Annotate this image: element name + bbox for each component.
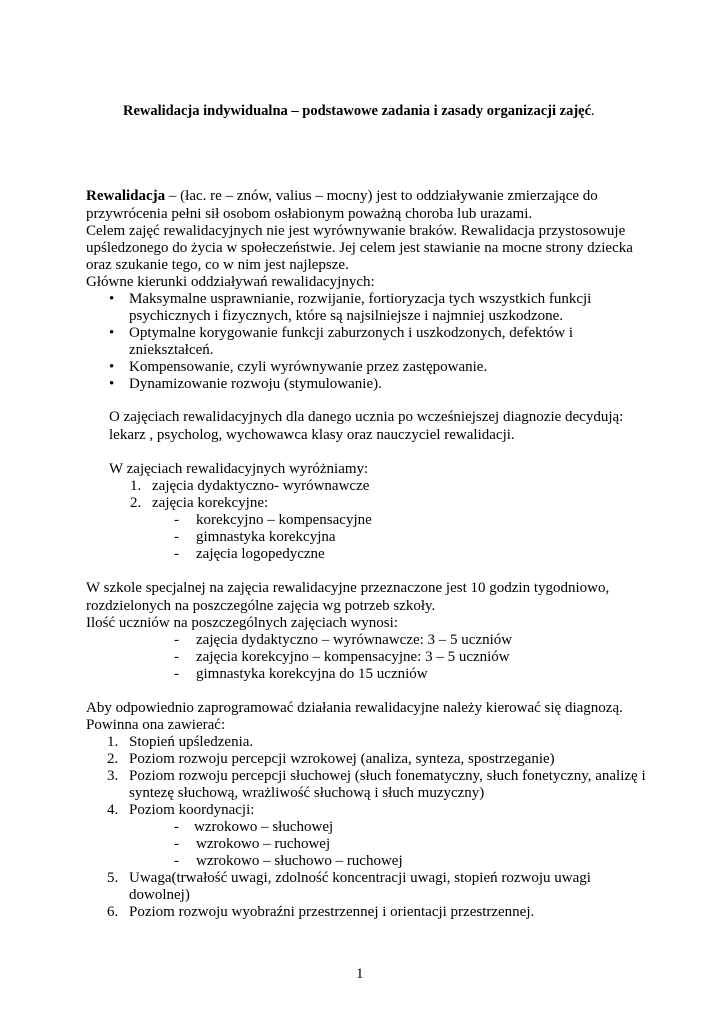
- text-line: W zajęciach rewalidacyjnych wyróżniamy:: [109, 461, 369, 477]
- dash-icon: -: [174, 836, 179, 852]
- bullet-item: Dynamizowanie rozwoju (stymulowanie).: [129, 376, 382, 392]
- list-item: Poziom rozwoju percepcji słuchowej (słuch fonematyczny, słuch fonetyczny, analizę i: [129, 768, 646, 784]
- dash-icon: -: [174, 529, 179, 545]
- list-item: Poziom rozwoju wyobraźni przestrzennej i orientacji przestrzennej.: [129, 904, 535, 920]
- dash-icon: -: [174, 853, 179, 869]
- list-item: Poziom koordynacji:: [129, 802, 255, 818]
- dash-item: korekcyjno – kompensacyjne: [196, 512, 372, 528]
- dash-item: zajęcia dydaktyczno – wyrównawcze: 3 – 5 uczniów: [196, 632, 513, 648]
- bullet-item-cont: zniekształceń.: [129, 342, 214, 358]
- page-number: 1: [356, 966, 364, 982]
- list-item: Uwaga(trwałość uwagi, zdolność koncentracji uwagi, stopień rozwoju uwagi: [129, 870, 591, 886]
- bullet-item: Maksymalne usprawnianie, rozwijanie, fortioryzacja tych wszystkich funkcji: [129, 291, 592, 307]
- definition-term: Rewalidacja: [86, 188, 166, 204]
- dash-item: wzrokowo – ruchowej: [196, 836, 331, 852]
- bullet-icon: •: [109, 291, 115, 307]
- list-number: 5.: [107, 870, 119, 886]
- text-line: rozdzielonych na poszczególne zajęcia wg potrzeb szkoły.: [86, 598, 436, 614]
- page-title: Rewalidacja indywidualna – podstawowe zadania i zasady organizacji zajęć.: [123, 103, 595, 119]
- text-line: lekarz , psycholog, wychowawca klasy oraz nauczyciel rewalidacji.: [109, 427, 515, 443]
- text-line: W szkole specjalnej na zajęcia rewalidacyjne przeznaczone jest 10 godzin tygodniowo,: [86, 580, 610, 596]
- text-line: upśledzonego do życia w społeczeństwie. Jej celem jest stawianie na mocne strony dziecka: [86, 240, 633, 256]
- list-item: zajęcia dydaktyczno- wyrównawcze: [152, 478, 370, 494]
- dash-icon: -: [174, 512, 179, 528]
- text-line: Główne kierunki oddziaływań rewalidacyjnych:: [86, 274, 375, 290]
- list-item: zajęcia korekcyjne:: [152, 495, 269, 511]
- bullet-item: Optymalne korygowanie funkcji zaburzonych i uszkodzonych, defektów i: [129, 325, 574, 341]
- list-number: 1.: [107, 734, 119, 750]
- dash-item: wzrokowo – słuchowej: [194, 819, 334, 835]
- dash-item: zajęcia logopedyczne: [196, 546, 325, 562]
- dash-item: zajęcia korekcyjno – kompensacyjne: 3 – 5 uczniów: [196, 649, 510, 665]
- bullet-item-cont: psychicznych i fizycznych, które są najsilniejsze i najmniej uszkodzone.: [129, 308, 564, 324]
- dash-icon: -: [174, 546, 179, 562]
- dash-item: wzrokowo – słuchowo – ruchowej: [196, 853, 403, 869]
- bullet-item: Kompensowanie, czyli wyrównywanie przez zastępowanie.: [129, 359, 488, 375]
- dash-icon: -: [174, 649, 179, 665]
- list-number: 2.: [107, 751, 119, 767]
- dash-icon: -: [174, 632, 179, 648]
- text-line: Aby odpowiednio zaprogramować działania rewalidacyjne należy kierować się diagnozą.: [86, 700, 623, 716]
- bullet-icon: •: [109, 376, 115, 392]
- text-line: Powinna ona zawierać:: [86, 717, 226, 733]
- dash-item: gimnastyka korekcyjna do 15 uczniów: [196, 666, 428, 682]
- text-line: oraz szukanie tego, co w nim jest najlepsze.: [86, 257, 349, 273]
- bullet-icon: •: [109, 325, 115, 341]
- text-line: Celem zajęć rewalidacyjnych nie jest wyrównywanie braków. Rewalidacja przystosowuje: [86, 223, 626, 239]
- dash-icon: -: [174, 666, 179, 682]
- list-number: 2.: [130, 495, 142, 511]
- list-number: 4.: [107, 802, 119, 818]
- list-number: 3.: [107, 768, 119, 784]
- list-item: Poziom rozwoju percepcji wzrokowej (analiza, synteza, spostrzeganie): [129, 751, 555, 767]
- text-line: Ilość uczniów na poszczególnych zajęciach wynosi:: [86, 615, 398, 631]
- list-number: 1.: [130, 478, 142, 494]
- text-line: O zajęciach rewalidacyjnych dla danego ucznia po wcześniejszej diagnozie decydują:: [109, 409, 624, 425]
- list-item-cont: dowolnej): [129, 887, 190, 903]
- definition-line: Rewalidacja – (łac. re – znów, valius – mocny) jest to oddziaływanie zmierzające do: [86, 188, 598, 204]
- bullet-icon: •: [109, 359, 115, 375]
- list-item: Stopień upśledzenia.: [129, 734, 254, 750]
- dash-item: gimnastyka korekcyjna: [196, 529, 336, 545]
- list-number: 6.: [107, 904, 119, 920]
- dash-icon: -: [174, 819, 179, 835]
- list-item-cont: syntezę słuchową, wrażliwość słuchową i słuch muzyczny): [129, 785, 485, 801]
- text-line: przywrócenia pełni sił osobom osłabionym poważną choroba lub urazami.: [86, 206, 533, 222]
